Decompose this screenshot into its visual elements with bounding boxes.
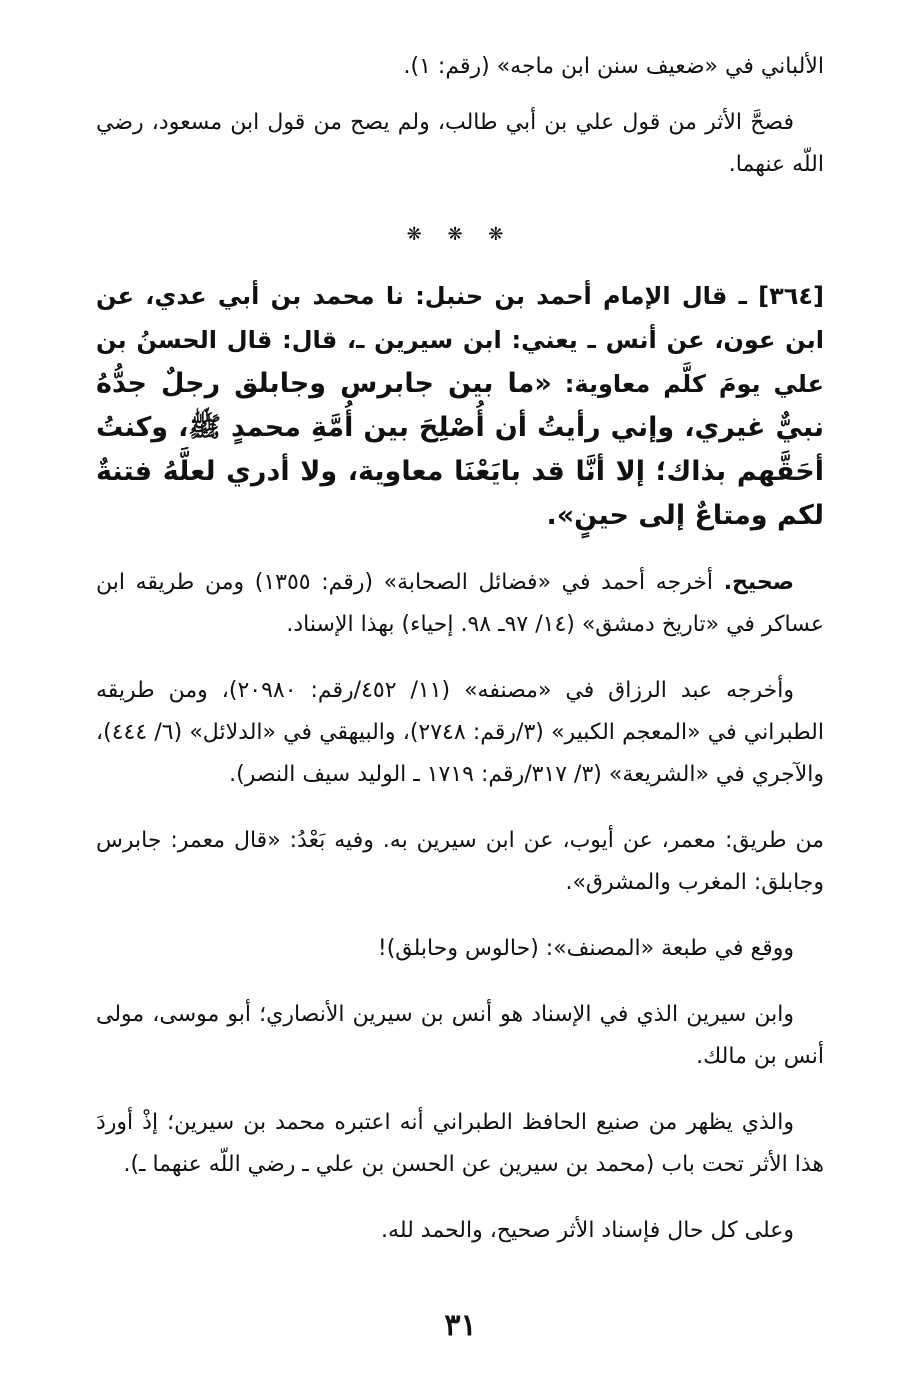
paragraph-albani-ref: الألباني في «ضعيف سنن ابن ماجه» (رقم: ١).	[403, 54, 824, 79]
page-body	[96, 46, 824, 1252]
paragraph-conclusion-ali: فصحَّ الأثر من قول علي بن أبي طالب، ولم يصح من قول ابن مسعود، رضي اللّه عنهما.	[96, 110, 824, 177]
paragraph-final-verdict: وعلى كل حال فإسناد الأثر صحيح، والحمد لله.	[381, 1218, 794, 1243]
paragraph-chain-mamar: من طريق: معمر، عن أيوب، عن ابن سيرين به. وفيه بَعْدُ: «قال معمر: جابرس وجابلق: المغرب والمشرق».	[96, 828, 824, 895]
grade-label: صحيح.	[723, 570, 794, 595]
hadith-isnad: [٣٦٤] ـ قال الإمام أحمد بن حنبل: نا محمد بن أبي عدي، عن ابن عون، عن أنس ـ يعني: ابن سيرين ـ، قال: قال الحسنُ بن علي يومَ كلَّم معاوية:	[96, 282, 825, 398]
hadith-matn: «ما بين جابرس وجابلق رجلٌ جدُّهُ نبيٌّ غيري، وإني رأيتُ أن أُصْلِحَ بين أُمَّةِ محمدٍ ﷺ، وكنتُ أحَقَّهم بذاك؛ إلا أنَّا قد بايَعْنَا معاوية، ولا أدري لعلَّهُ فتنةٌ لكم ومتاعٌ إلى حينٍ».	[96, 368, 824, 531]
section-separator: ❋ ❋ ❋	[406, 224, 514, 245]
paragraph-tabarani: والذي يظهر من صنيع الحافظ الطبراني أنه اعتبره محمد بن سيرين؛ إذْ أوردَ هذا الأثر تحت باب (محمد بن سيرين عن الحسن بن علي ـ رضي اللّه عنهما ـ).	[96, 1110, 824, 1177]
paragraph-ibn-sirin: وابن سيرين الذي في الإسناد هو أنس بن سيرين الأنصاري؛ أبو موسى، مولى أنس بن مالك.	[96, 1002, 824, 1069]
paragraph-edition-note: ووقع في طبعة «المصنف»: (حالوس وحابلق)!	[377, 936, 794, 961]
hadith-364	[96, 274, 824, 538]
grading-text: أخرجه أحمد في «فضائل الصحابة» (رقم: ١٣٥٥) ومن طريقه ابن عساكر في «تاريخ دمشق» (١٤/ ٩٧ـ ٩٨. إحياء) بهذا الإسناد.	[96, 570, 824, 637]
page-number: ٣١	[444, 1308, 477, 1343]
paragraph-grading	[96, 562, 824, 646]
paragraph-abdulrazzaq: وأخرجه عبد الرزاق في «مصنفه» (١١/ ٤٥٢/رقم: ٢٠٩٨٠)، ومن طريقه الطبراني في «المعجم الكبير» (٣/رقم: ٢٧٤٨)، والبيهقي في «الدلائل» (٦/ ٤٤٤)، والآجري في «الشريعة» (٣/ ٣١٧/رقم: ١٧١٩ ـ الوليد سيف النصر).	[96, 678, 824, 787]
